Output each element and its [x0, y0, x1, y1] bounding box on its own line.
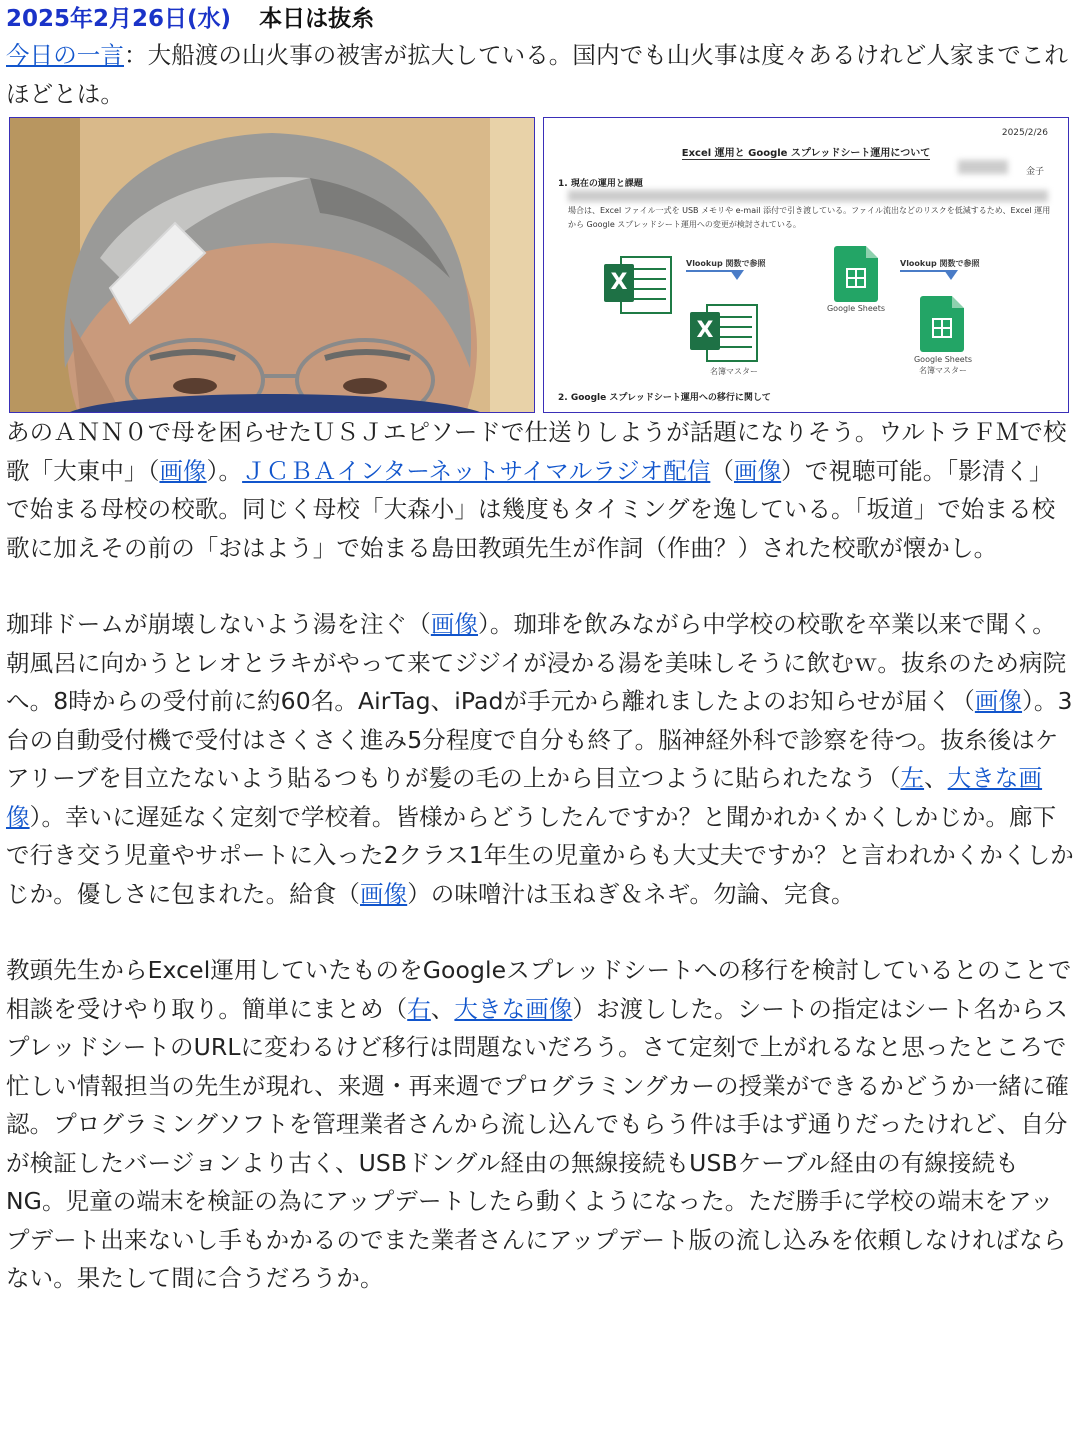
google-sheets-label: Google Sheets [826, 304, 886, 313]
selfie-photo[interactable] [9, 117, 535, 413]
paragraph-2 [6, 605, 1074, 913]
p3-text: 教頭先生からExcel運用していたものをGoogleスプレッドシートへの移行を検討しているとのことで相談を受けやり取り。簡単にまとめ（ [6, 956, 1072, 1023]
doc-date: 2025/2/26 [1001, 128, 1048, 138]
doc-blur-line [568, 190, 1048, 202]
left-image-link[interactable]: 左 [900, 764, 925, 792]
quote-paragraph [6, 36, 1074, 113]
doc-author: 金子 [1025, 167, 1044, 177]
p1-text: あのＡＮＮ０で母を困らせたＵＳＪエピソードで仕送りしようが話題になりそう。ウルトラＦＭで校歌「大東中」（ [6, 418, 1067, 485]
quote-text: ：大船渡の山火事の被害が拡大している。国内でも山火事は度々あるけれど人家までこれほどとは。 [6, 41, 1068, 108]
image-link[interactable]: 画像 [733, 456, 782, 485]
excel-master-icon: X [690, 298, 756, 364]
google-sheets-icon [834, 246, 884, 312]
p2-text: ）。幸いに遅延なく定刻で学校着。皆様からどうしたんですか？と聞かれかくかくしかじか。廊下で行き交う児童やサポートに入った2クラス1年生の児童からも大丈夫ですか？と言われかくかくしかじか。優しさに包まれた。給食（ [6, 802, 1074, 908]
right-image-link[interactable]: 右 [407, 994, 431, 1023]
arrow-label-gs: Vlookup 関数で参照 [900, 259, 980, 268]
p2-text: ）。3台の自動受付機で受付はさくさく進み5分程度で自分も終了。脳神経外科で診察を待つ。抜糸後はケアリーブを目立たないよう貼るつもりが髪の毛の上から目立つように貼られたなう（ [6, 687, 1073, 792]
p2-text: 、 [924, 764, 948, 792]
large-image-link[interactable]: 大きな画像 [454, 994, 573, 1023]
p2-text: 珈琲ドームが崩壊しないよう湯を注ぐ（ [6, 610, 431, 638]
p1-text: （ [710, 456, 734, 485]
paragraph-1 [6, 413, 1074, 567]
doc-heading-2: 2. Google スプレッドシート運用への移行に関して [558, 393, 771, 403]
doc-heading-1: 1. 現在の運用と課題 [558, 179, 643, 189]
paragraph-gap [6, 567, 1074, 605]
image-link[interactable]: 画像 [159, 456, 207, 485]
quote-link[interactable]: 今日の一言 [6, 41, 124, 69]
entry-date: 2025年2月26日(水) [6, 6, 232, 32]
arrow-line-excel [686, 270, 736, 272]
image-link[interactable]: 画像 [430, 610, 479, 638]
jcba-radio-link[interactable]: ＪＣＢＡインターネットサイマルラジオ配信 [242, 456, 711, 485]
p3-text: 、 [430, 994, 455, 1023]
image-link[interactable]: 画像 [360, 879, 408, 908]
p2-text: ）の味噌汁は玉ねぎ＆ネギ。勿論、完食。 [407, 879, 855, 908]
paragraph-gap [6, 913, 1074, 951]
diary-entry [0, 2, 1080, 1298]
doc-blur-name [958, 160, 1008, 174]
arrow-down-icon [944, 270, 958, 280]
document-image[interactable] [543, 117, 1069, 413]
arrow-label-excel: Vlookup 関数で参照 [686, 259, 766, 268]
arrow-down-icon [730, 270, 744, 280]
arrow-line-gs [900, 270, 950, 272]
excel-master-label: 名簿マスター [710, 367, 758, 376]
excel-icon: X [604, 250, 670, 316]
paragraph-3 [6, 951, 1074, 1298]
selfie-illustration [10, 118, 534, 412]
entry-title: 本日は抜糸 [259, 6, 375, 32]
p3-text: ）お渡しした。シートの指定はシート名からスプレッドシートのURLに変わるけど移行は問題ないだろう。さて定刻で上がれるなと思ったところで忙しい情報担当の先生が現れ、来週・再来週でプログラミングカーの授業ができるかどうか一緒に確認。プログラミングソフトを管理業者さんから流し込んでもらう件は手はず通りだったけれど、自分が検証したバージョンより古く、USBドングル経由の無線接続もUSBケーブル経由の有線接続もNG。児童の端末を検証の為にアップデートしたら動くようになった。ただ勝手に学校の端末をアップデート出来ないし手もかかるのでまた業者さんにアップデート版の流し込みを依頼しなければならない。果たして間に合うだろうか。 [6, 994, 1069, 1292]
p1-text: ）で視聴可能。「影清く」で始まる母校の校歌。同じく母校「大森小」は幾度もタイミングを逸している。「坂道」で始まる校歌に加えその前の「おはよう」で始まる島田教頭先生が作詞（作曲？）された校歌が懐かし。 [6, 456, 1056, 562]
doc-title: Excel 運用と Google スプレッドシート運用について [681, 148, 931, 159]
gs-master-label: Google Sheets 名簿マスター [913, 355, 973, 375]
p1-text: ）。 [206, 456, 243, 485]
entry-header [6, 2, 1074, 36]
image-row [9, 117, 1074, 413]
image-link[interactable]: 画像 [974, 687, 1023, 715]
p2-text: ）。珈琲を飲みながら中学校の校歌を卒業以来で聞く。朝風呂に向かうとレオとラキがやって来てジジイが浸かる湯を美味しそうに飲むｗ。抜糸のため病院へ。8時からの受付前に約60名。AirTag、iPadが手元から離れましたよのお知らせが届く（ [6, 610, 1067, 715]
google-sheets-master-icon [920, 296, 970, 362]
large-image-link[interactable]: 大きな画像 [6, 764, 1043, 831]
doc-body: 場合は、Excel ファイル一式を USB メモリや e-mail 添付で引き渡している。ファイル流出などのリスクを低減するため、Excel 運用から Google スプレッドシート運用への変更が検討されている。 [568, 206, 1051, 229]
